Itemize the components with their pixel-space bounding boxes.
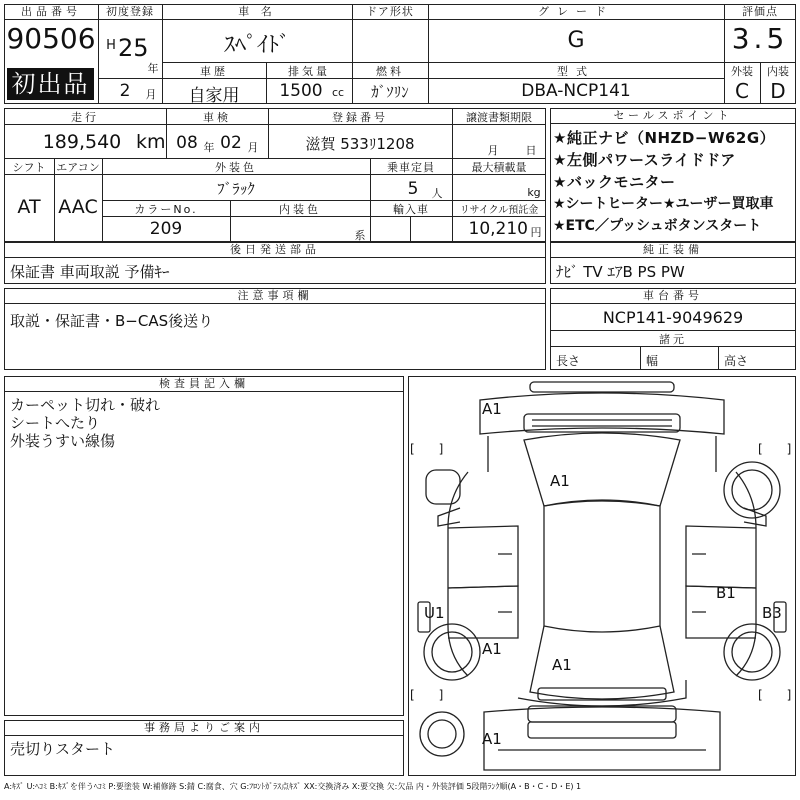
car-name: ｽﾍﾟｲﾄﾞ <box>223 33 290 58</box>
int-grade: D <box>770 79 786 103</box>
car-name-label: 車 名 <box>162 4 352 20</box>
color-no-label: カラーNo. <box>134 203 198 216</box>
inspector-label: 検査員記入欄 <box>4 376 404 392</box>
inspector-notes <box>10 396 160 450</box>
sales-point: ★ETC／プッシュボタンスタート <box>553 218 762 234</box>
displacement-label: 排気量 <box>288 65 330 78</box>
car-diagram <box>408 376 796 776</box>
inspector-note: シートへたり <box>10 414 101 432</box>
damage-mark: B1 <box>716 584 736 602</box>
sales-point: ★シートヒーター★ユーザー買取車 <box>553 196 774 212</box>
bracket-mark: [ ] <box>410 442 444 456</box>
office-label: 事務局よりご案内 <box>4 720 404 736</box>
transfer-day-unit: 日 <box>525 144 537 157</box>
mileage-label: 走行 <box>71 111 99 124</box>
int-grade-label: 内装 <box>767 65 789 78</box>
inspection-year-unit: 年 <box>203 141 215 154</box>
import-label: 輸入車 <box>393 203 429 216</box>
shift-label: シフト <box>12 161 46 174</box>
displacement-unit: cc <box>331 86 345 99</box>
sales-point: ★純正ナビ（NHZD−W62G） <box>553 129 776 147</box>
ext-grade-label: 外装 <box>731 65 753 78</box>
chassis-label: 車台番号 <box>550 288 796 304</box>
capacity-label: 乗車定員 <box>387 161 435 174</box>
capacity-unit: 人 <box>431 187 443 200</box>
sales-point: ★バックモニター <box>553 173 676 191</box>
office-value: 売切りスタート <box>10 740 116 758</box>
fuel-label: 燃料 <box>376 65 404 78</box>
ext-color: ﾌﾞﾗｯｸ <box>217 180 255 198</box>
score-label: 評価点 <box>724 4 796 20</box>
first-reg-month: 2 <box>119 81 131 101</box>
model-label: 型式 <box>557 65 595 78</box>
color-no: 209 <box>149 219 183 239</box>
damage-mark: U1 <box>424 604 445 622</box>
damage-mark: A1 <box>482 640 502 658</box>
width-label: 幅 <box>646 354 659 368</box>
shift: AT <box>17 196 41 218</box>
mileage: 189,540 <box>42 131 122 153</box>
inspection-month-unit: 月 <box>247 141 259 154</box>
ext-grade: C <box>735 79 749 103</box>
transfer-label: 譲渡書類期限 <box>466 111 532 124</box>
parts-value: 保証書 車両取説 予備ｷｰ <box>10 263 170 281</box>
history-label: 車歴 <box>200 65 228 78</box>
legend: A:ｷｽﾞ U:ﾍｺﾐ B:ｷｽﾞを伴うﾍｺﾐ P:要塗装 W:補修跡 S:錆 C:腐食、穴 G:ﾌﾛﾝﾄｶﾞﾗｽ点ｷｽﾞ XX:交換済み X:要交換 欠:欠品 内・外装評価 5段階ﾗﾝｸ順(A・B・C・D・E) 1 <box>4 782 582 791</box>
plate: 滋賀 533ﾘ1208 <box>305 135 415 153</box>
inspection-month: 02 <box>220 133 242 153</box>
lot-number-label: 出品番号 <box>4 4 98 20</box>
sales-points-list <box>553 127 795 237</box>
max-load-label: 最大積載量 <box>471 161 527 174</box>
displacement: 1500 <box>279 81 323 101</box>
damage-mark: A1 <box>552 656 572 674</box>
damage-mark: A1 <box>550 472 570 490</box>
damage-mark: B3 <box>762 604 782 622</box>
parts-label: 後日発送部品 <box>4 242 546 258</box>
mileage-unit: km <box>136 131 166 153</box>
fuel: ｶﾞｿﾘﾝ <box>371 83 409 101</box>
caution-label: 注意事項欄 <box>4 288 546 304</box>
ext-color-label: 外装色 <box>215 161 257 174</box>
chassis-number: NCP141-9049629 <box>602 308 744 327</box>
month-unit: 月 <box>145 88 157 101</box>
length-label: 長さ <box>556 354 581 368</box>
recycle-label: リサイクル預託金 <box>459 205 539 216</box>
bracket-mark: [ ] <box>758 442 792 456</box>
door-label: ドア形状 <box>352 4 428 20</box>
caution-value: 取説・保証書・B−CAS後送り <box>10 312 214 330</box>
ac-label: エアコン <box>56 161 100 174</box>
damage-mark: A1 <box>482 400 502 418</box>
recycle: 10,210 <box>468 219 528 239</box>
lot-number: 90506 <box>6 22 96 55</box>
first-reg-label: 初度登録 <box>98 4 162 20</box>
plate-label: 登録番号 <box>332 111 388 124</box>
equipment-value: ﾅﾋﾞ TV ｴｱB PS PW <box>556 263 685 281</box>
first-listing-badge: 初出品 <box>7 68 94 100</box>
ac: AAC <box>58 196 98 218</box>
sales-point: ★左側パワースライドドア <box>553 151 736 169</box>
int-color-label: 内装色 <box>279 203 321 216</box>
first-reg-year: 25 <box>118 34 149 62</box>
sales-points-label: セールスポイント <box>550 108 796 124</box>
inspection-year: 08 <box>176 133 198 153</box>
grade: G <box>567 28 585 53</box>
capacity: 5 <box>407 179 419 199</box>
int-color-unit: 系 <box>354 229 366 242</box>
max-load-unit: kg <box>527 186 541 199</box>
inspection-label: 車検 <box>203 111 231 124</box>
inspector-note: 外装うすい線傷 <box>10 432 116 450</box>
year-unit: 年 <box>147 62 159 75</box>
equipment-label: 純正装備 <box>550 242 796 258</box>
transfer-month-unit: 月 <box>487 144 499 157</box>
damage-mark: A1 <box>482 730 502 748</box>
inspector-note: カーペット切れ・破れ <box>10 396 161 414</box>
recycle-unit: 円 <box>530 226 542 239</box>
era-label: H <box>106 38 116 53</box>
spec-label: 諸元 <box>659 333 687 346</box>
grade-label: グレード <box>428 4 724 20</box>
bracket-mark: [ ] <box>410 688 444 702</box>
score: 3.5 <box>731 22 789 55</box>
bracket-mark: [ ] <box>758 688 792 702</box>
model: DBA-NCP141 <box>521 81 631 101</box>
history: 自家用 <box>188 86 240 106</box>
height-label: 高さ <box>724 354 749 368</box>
